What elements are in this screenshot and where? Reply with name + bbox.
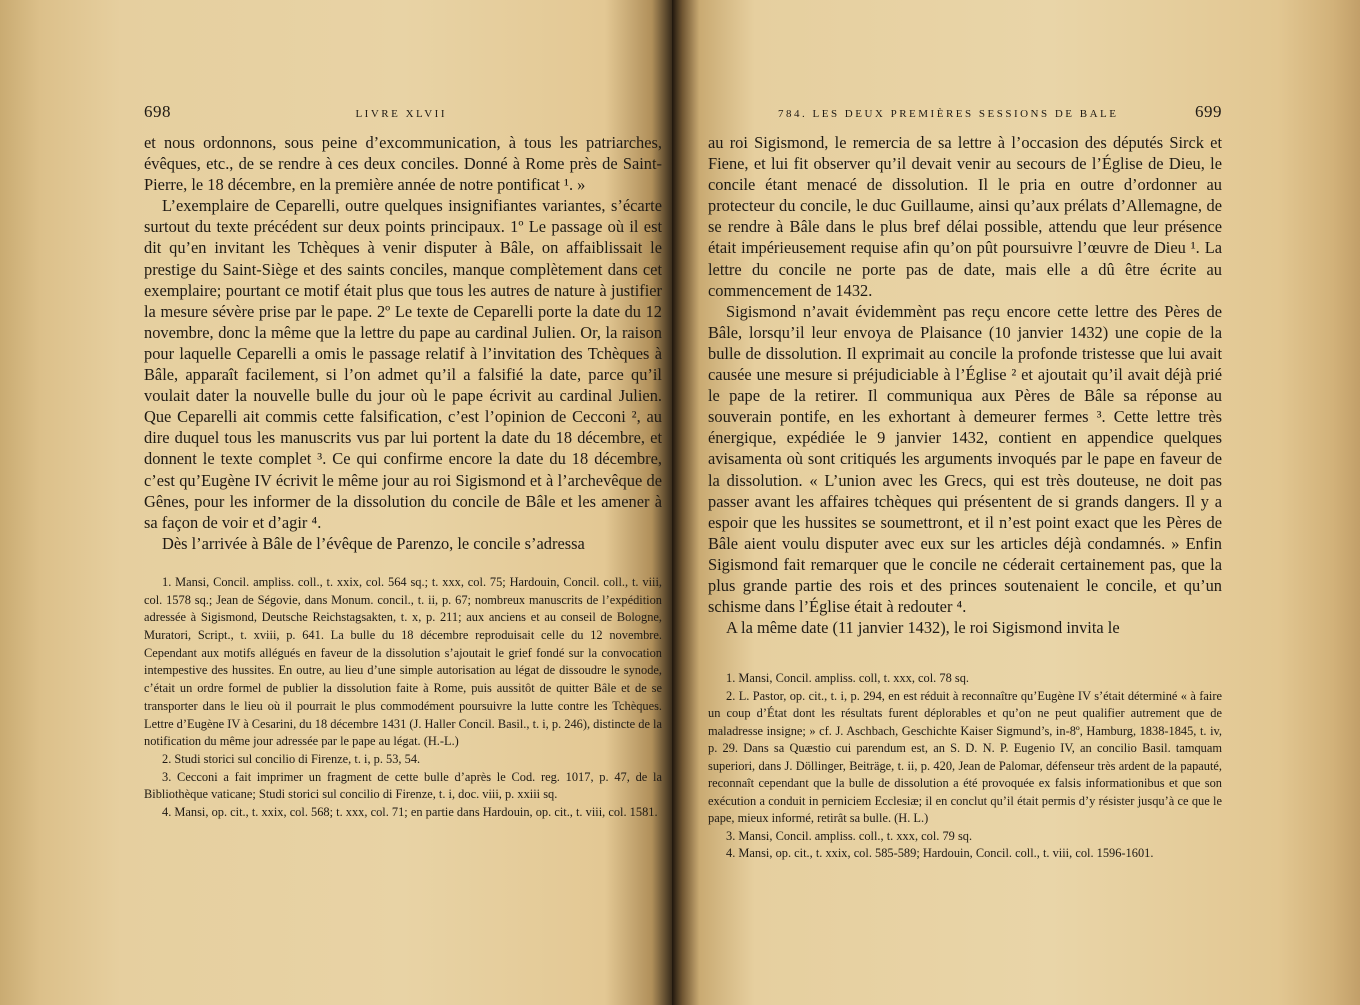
right-paragraph: Sigismond n’avait évidemmènt pas reçu encore cette lettre des Pères de Bâle, lorsqu’il leur envoya de Plaisance (10 janvier 1432) une copie de la bulle de dissolution. Il exprimait au concile la profonde tristesse que lui avait causée une mesure si préjudiciable à l’Église ² et ajoutait qu’il avait déjà prié le pape de la retirer. Il communiqua aux Pères de Bâle sa réponse au souverain pontife, en les exhortant à demeurer fermes ³. Cette lettre très énergique, expédiée le 9 janvier 1432, contient en appendice quelques avisamenta où sont critiqués les arguments invoqués par le pape en faveur de la dissolution. « L’union avec les Grecs, qui est très douteuse, ne doit pas passer avant les affaires tchèques qui présentent de si grands dangers. Il y a espoir que les hussites se soumettront, et il n’est point exact que les Pères de Bâle aient voulu disputer avec eux sur les articles déjà condamnés. » Enfin Sigismond fait remarquer que le concile ne céderait certainement pas, que la plus grande partie des rois et des princes soutenaient le concile, et qu’un schisme dans l’Église était à redouter ⁴.	[708, 301, 1222, 617]
left-running-title: LIVRE XLVII	[355, 108, 447, 120]
right-footnotes	[708, 670, 1222, 863]
right-running-title: 784. LES DEUX PREMIÈRES SESSIONS DE BALE	[778, 108, 1119, 120]
left-footnote: 2. Studi storici sul concilio di Firenze, t. i, p. 53, 54.	[162, 751, 421, 766]
left-footnote: 4. Mansi, op. cit., t. xxix, col. 568; t. xxx, col. 71; en partie dans Hardouin, op. cit., t. viii, col. 1581.	[162, 805, 658, 820]
right-footnote: 4. Mansi, op. cit., t. xxix, col. 585-589; Hardouin, Concil. coll., t. viii, col. 1596-1601.	[726, 846, 1154, 861]
left-running-head	[144, 102, 662, 132]
left-paragraph: L’exemplaire de Ceparelli, outre quelques insignifiantes variantes, s’écarte surtout du texte précédent sur deux points principaux. 1º Le passage où il est dit qu’en invitant les Tchèques à venir disputer à Bâle, on affaiblissait le prestige du Saint-Siège et des saints conciles, manque complètement dans cet exemplaire; pourtant ce motif était plus que tous les autres de nature à justifier la mesure sévère prise par le pape. 2º Le texte de Ceparelli porte la date du 12 novembre, donc la même que la lettre du pape au cardinal Julien. Or, la raison pour laquelle Ceparelli a omis le passage relatif à l’invitation des Tchèques à Bâle, apparaît facilement, si l’on admet qu’il a falsifié la date, parce qu’il voulait dater la nouvelle bulle du jour où le pape écrivit au cardinal Julien. Que Ceparelli ait commis cette falsification, c’est l’opinion de Cecconi ², au dire duquel tous les manuscrits vus par lui portent la date du 18 décembre, et donnent le texte complet ³. Ce qui confirme encore la date du 18 décembre, c’est qu’Eugène IV écrivit le même jour au roi Sigismond et à l’archevêque de Gênes, pour les informer de la dissolution du concile de Bâle et les amener à sa façon de voir et d’agir ⁴.	[144, 196, 662, 532]
left-body-text	[144, 132, 662, 554]
right-footnote: 1. Mansi, Concil. ampliss. coll, t. xxx, col. 78 sq.	[726, 671, 969, 686]
right-body-text	[708, 132, 1222, 638]
right-footnote: 2. L. Pastor, op. cit., t. i, p. 294, en est réduit à reconnaître qu’Eugène IV s’était déterminé « à faire un coup d’État dont les résultats furent déplorables et qu’on ne peut qualifier autrement que de maladresse insigne; » cf. J. Aschbach, Geschichte Kaiser Sigmund’s, in-8º, Hamburg, 1838-1845, t. iv, p. 29. Dans sa Quæstio cui parendum est, an S. D. N. P. Eugenio IV, an concilio Basil. tamquam superiori, dans J. Döllinger, Beiträge, t. ii, p. 420, Jean de Palomar, défenseur très ardent de la papauté, reconnaît cependant que la bulle de dissolution a été provoquée ex falsis informationibus et que son exécution a conduit in perniciem Ecclesiæ; il en conclut qu’il était permis d’y résister jusqu’à ce que le pape, mieux informé, retirât sa bulle. (H. L.)	[708, 688, 1222, 826]
left-page	[0, 0, 672, 1005]
right-paragraph: au roi Sigismond, le remercia de sa lettre à l’occasion des députés Sirck et Fiene, et lui fit observer qu’il devait venir au secours de l’Église de Dieu, le concile étant menacé de dissolution. Il le pria en outre d’ordonner au protecteur du concile, le duc Guillaume, ainsi qu’aux prélats d’Allemagne, de se rendre à Bâle dans le plus bref délai possible, attendu que leur présence était impérieusement requise afin qu’on pût poursuivre l’œuvre de Dieu ¹. La lettre du concile ne porte pas de date, mais elle a dû être écrite au commencement de 1432.	[708, 133, 1222, 300]
right-page-number: 699	[1195, 102, 1222, 121]
left-paragraph: Dès l’arrivée à Bâle de l’évêque de Parenzo, le concile s’adressa	[162, 533, 585, 553]
right-page	[672, 0, 1360, 1005]
left-page-number: 698	[144, 102, 171, 121]
left-footnotes	[144, 574, 662, 822]
right-footnote: 3. Mansi, Concil. ampliss. coll., t. xxx, col. 79 sq.	[726, 828, 973, 843]
left-paragraph: et nous ordonnons, sous peine d’excommunication, à tous les patriarches, évêques, etc., de se rendre à ces deux conciles. Donné à Rome près de Saint-Pierre, le 18 décembre, en la première année de notre pontificat ¹. »	[144, 133, 662, 195]
right-running-head	[708, 102, 1222, 132]
left-footnote: 3. Cecconi a fait imprimer un fragment de cette bulle d’après le Cod. reg. 1017, p. 47, de la Bibliothèque vaticane; Studi storici sul concilio di Firenze, t. i, doc. viii, p. xxiii sq.	[144, 769, 662, 802]
right-paragraph: A la même date (11 janvier 1432), le roi Sigismond invita le	[726, 618, 1120, 638]
left-footnote: 1. Mansi, Concil. ampliss. coll., t. xxix, col. 564 sq.; t. xxx, col. 75; Hardouin, Concil. coll., t. viii, col. 1578 sq.; Jean de Ségovie, dans Monum. concil., t. ii, p. 67; nombreux manuscrits de l’expédition adressée à Sigismond, Deutsche Reichstagsakten, t. x, p. 211; aux anciens et au conseil de Bologne, Muratori, Script., t. xviii, p. 641. La bulle du 18 décembre reproduisait celle du 12 novembre. Cependant aux motifs allégués en faveur de la dissolution s’ajoutait le grief fondé sur la convocation intempestive des hussites. En outre, au lieu d’une simple autorisation au légat de dissoudre le synode, c’était un ordre formel de publier la dissolution faite à Rome, puis aussitôt de quitter Bâle et de se transporter dans le lieu où il pourrait le plus commodément poursuivre la lutte contre les Tchèques. Lettre d’Eugène IV à Cesarini, du 18 décembre 1431 (J. Haller Concil. Basil., t. i, p. 246), distincte de la notification du même jour adressée par le pape au légat. (H.-L.)	[144, 574, 662, 749]
